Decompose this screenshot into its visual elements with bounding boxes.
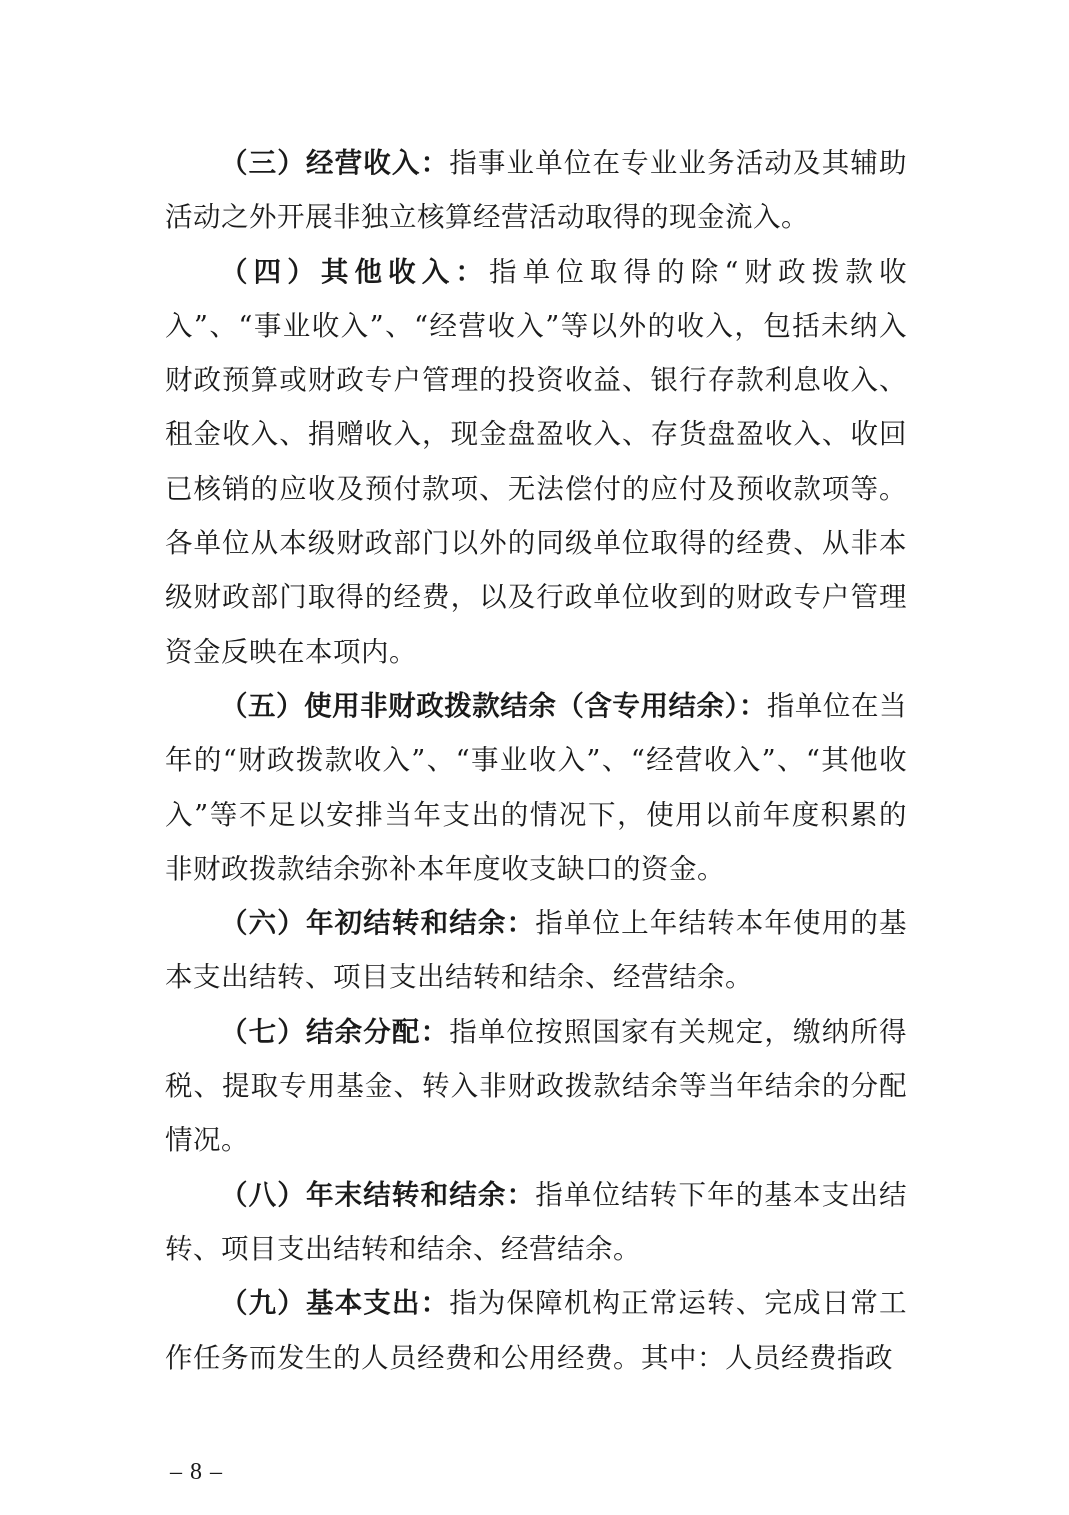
paragraph-non-fiscal-balance [165, 679, 907, 896]
document-body [165, 136, 907, 1385]
paragraph-text: 指单位取得的除“财政拨款收入”、“事业收入”、“经营收入”等以外的收入，包括未纳入财政预算或财政专户管理的投资收益、银行存款利息收入、租金收入、捐赠收入，现金盘盈收入、存货盘盈收入、收回已核销的应收及预付款项、无法偿付的应付及预收款项等。各单位从本级财政部门以外的同级单位取得的经费、从非本级财政部门取得的经费，以及行政单位收到的财政专户管理资金反映在本项内。 [165, 255, 908, 668]
paragraph-opening-carryover [165, 896, 907, 1005]
paragraph-text: 指事业单位在专业业务活动及其辅助活动之外开展非独立核算经营活动取得的现金流入。 [165, 147, 907, 234]
paragraph-balance-distribution [165, 1005, 907, 1168]
paragraph-term: （七）结余分配： [220, 1015, 450, 1048]
paragraph-text: 指单位按照国家有关规定，缴纳所得税、提取专用基金、转入非财政拨款结余等当年结余的分配情况。 [165, 1015, 907, 1157]
paragraph-term: （六）年初结转和结余： [220, 907, 536, 940]
paragraph-closing-carryover [165, 1168, 907, 1277]
paragraph-term: （三）经营收入： [220, 147, 450, 179]
paragraph-text: 指单位结转下年的基本支出结转、项目支出结转和结余、经营结余。 [165, 1178, 908, 1265]
paragraph-term: （五）使用非财政拨款结余（含专用结余）： [220, 689, 767, 722]
paragraph-other-income [165, 245, 907, 679]
paragraph-text: 指为保障机构正常运转、完成日常工作任务而发生的人员经费和公用经费。其中：人员经费指政 [165, 1287, 907, 1374]
paragraph-term: （九）基本支出： [220, 1287, 450, 1320]
paragraph-term: （四）其他收入： [220, 255, 489, 288]
paragraph-basic-expenditure [165, 1276, 907, 1385]
paragraph-text: 指单位上年结转本年使用的基本支出结转、项目支出结转和结余、经营结余。 [165, 907, 908, 994]
page-number: – 8 – [170, 1459, 223, 1485]
paragraph-term: （八）年末结转和结余： [220, 1178, 536, 1211]
paragraph-text: 指单位在当年的“财政拨款收入”、“事业收入”、“经营收入”、“其他收入”等不足以安排当年支出的情况下，使用以前年度积累的非财政拨款结余弥补本年度收支缺口的资金。 [165, 689, 907, 885]
paragraph-operating-income [165, 136, 907, 245]
